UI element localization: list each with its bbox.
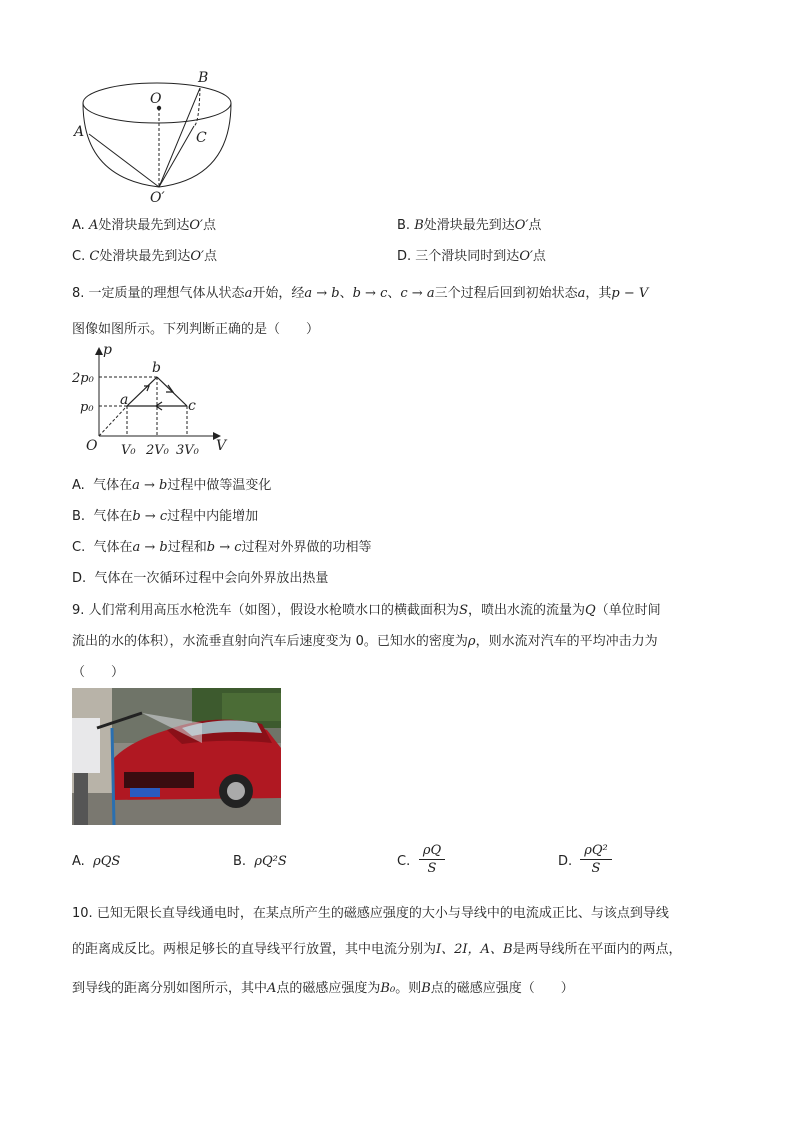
q9-option-b[interactable]: B. ρQ²S xyxy=(233,854,287,869)
label-O: O xyxy=(150,91,162,107)
label-C: C xyxy=(196,130,207,146)
q7-option-c[interactable]: C. C处滑块最先到达O′点 xyxy=(72,249,217,264)
point-b: b xyxy=(152,360,161,376)
label-O-prime: O′ xyxy=(150,190,165,206)
pv-diagram xyxy=(70,342,240,460)
q7-option-b[interactable]: B. B处滑块最先到达O′点 xyxy=(397,218,542,233)
origin-label: O xyxy=(86,438,98,454)
q9-option-a[interactable]: A. ρQS xyxy=(72,854,121,869)
q8-option-a[interactable]: A. 气体在a → b过程中做等温变化 xyxy=(72,478,272,493)
q8-option-d[interactable]: D. 气体在一次循环过程中会向外界放出热量 xyxy=(72,571,329,586)
tick-2p0: 2p₀ xyxy=(72,371,94,386)
q8-stem-line1: 8. 一定质量的理想气体从状态a开始，经a → b、b → c、c → a三个过程后回到初始状态a，其p − V xyxy=(72,286,649,301)
q9-stem-line2: 流出的水的体积），水流垂直射向汽车后速度变为 0。已知水的密度为ρ，则水流对汽车的平均冲击力为 xyxy=(72,634,658,649)
tick-2v0: 2V₀ xyxy=(146,443,169,458)
q10-stem-line1: 10. 已知无限长直导线通电时，在某点所产生的磁感应强度的大小与导线中的电流成正比、与该点到导线 xyxy=(72,906,669,921)
axis-v-label: V xyxy=(216,438,227,454)
point-c: c xyxy=(188,398,196,414)
q10-stem-line2: 的距离成反比。两根足够长的直导线平行放置，其中电流分别为I、2I，A、B是两导线所在平面内的两点， xyxy=(72,942,682,957)
q8-option-b[interactable]: B. 气体在b → c过程中内能增加 xyxy=(72,509,259,524)
q7-option-a[interactable]: A. A处滑块最先到达O′点 xyxy=(72,218,216,233)
tick-p0: p₀ xyxy=(80,400,94,415)
label-A: A xyxy=(74,124,85,140)
point-a: a xyxy=(120,392,129,408)
tick-v0: V₀ xyxy=(121,443,136,458)
q9-stem-line3: （ ） xyxy=(72,665,125,680)
q8-stem-line2: 图像如图所示。下列判断正确的是（ ） xyxy=(72,322,320,337)
tick-3v0: 3V₀ xyxy=(176,443,199,458)
q9-stem-line1: 9. 人们常利用高压水枪洗车（如图），假设水枪喷水口的横截面积为S，喷出水流的流量为Q（单位时间 xyxy=(72,603,661,618)
q7-option-d[interactable]: D. 三个滑块同时到达O′点 xyxy=(397,249,546,264)
bowl-figure xyxy=(70,66,245,206)
q8-option-c[interactable]: C. 气体在a → b过程和b → c过程对外界做的功相等 xyxy=(72,540,372,555)
label-B: B xyxy=(198,70,209,86)
car-wash-photo xyxy=(72,688,281,825)
q10-stem-line3: 到导线的距离分别如图所示，其中A点的磁感应强度为B₀。则B点的磁感应强度（ ） xyxy=(72,981,574,996)
axis-p-label: p xyxy=(103,342,112,358)
